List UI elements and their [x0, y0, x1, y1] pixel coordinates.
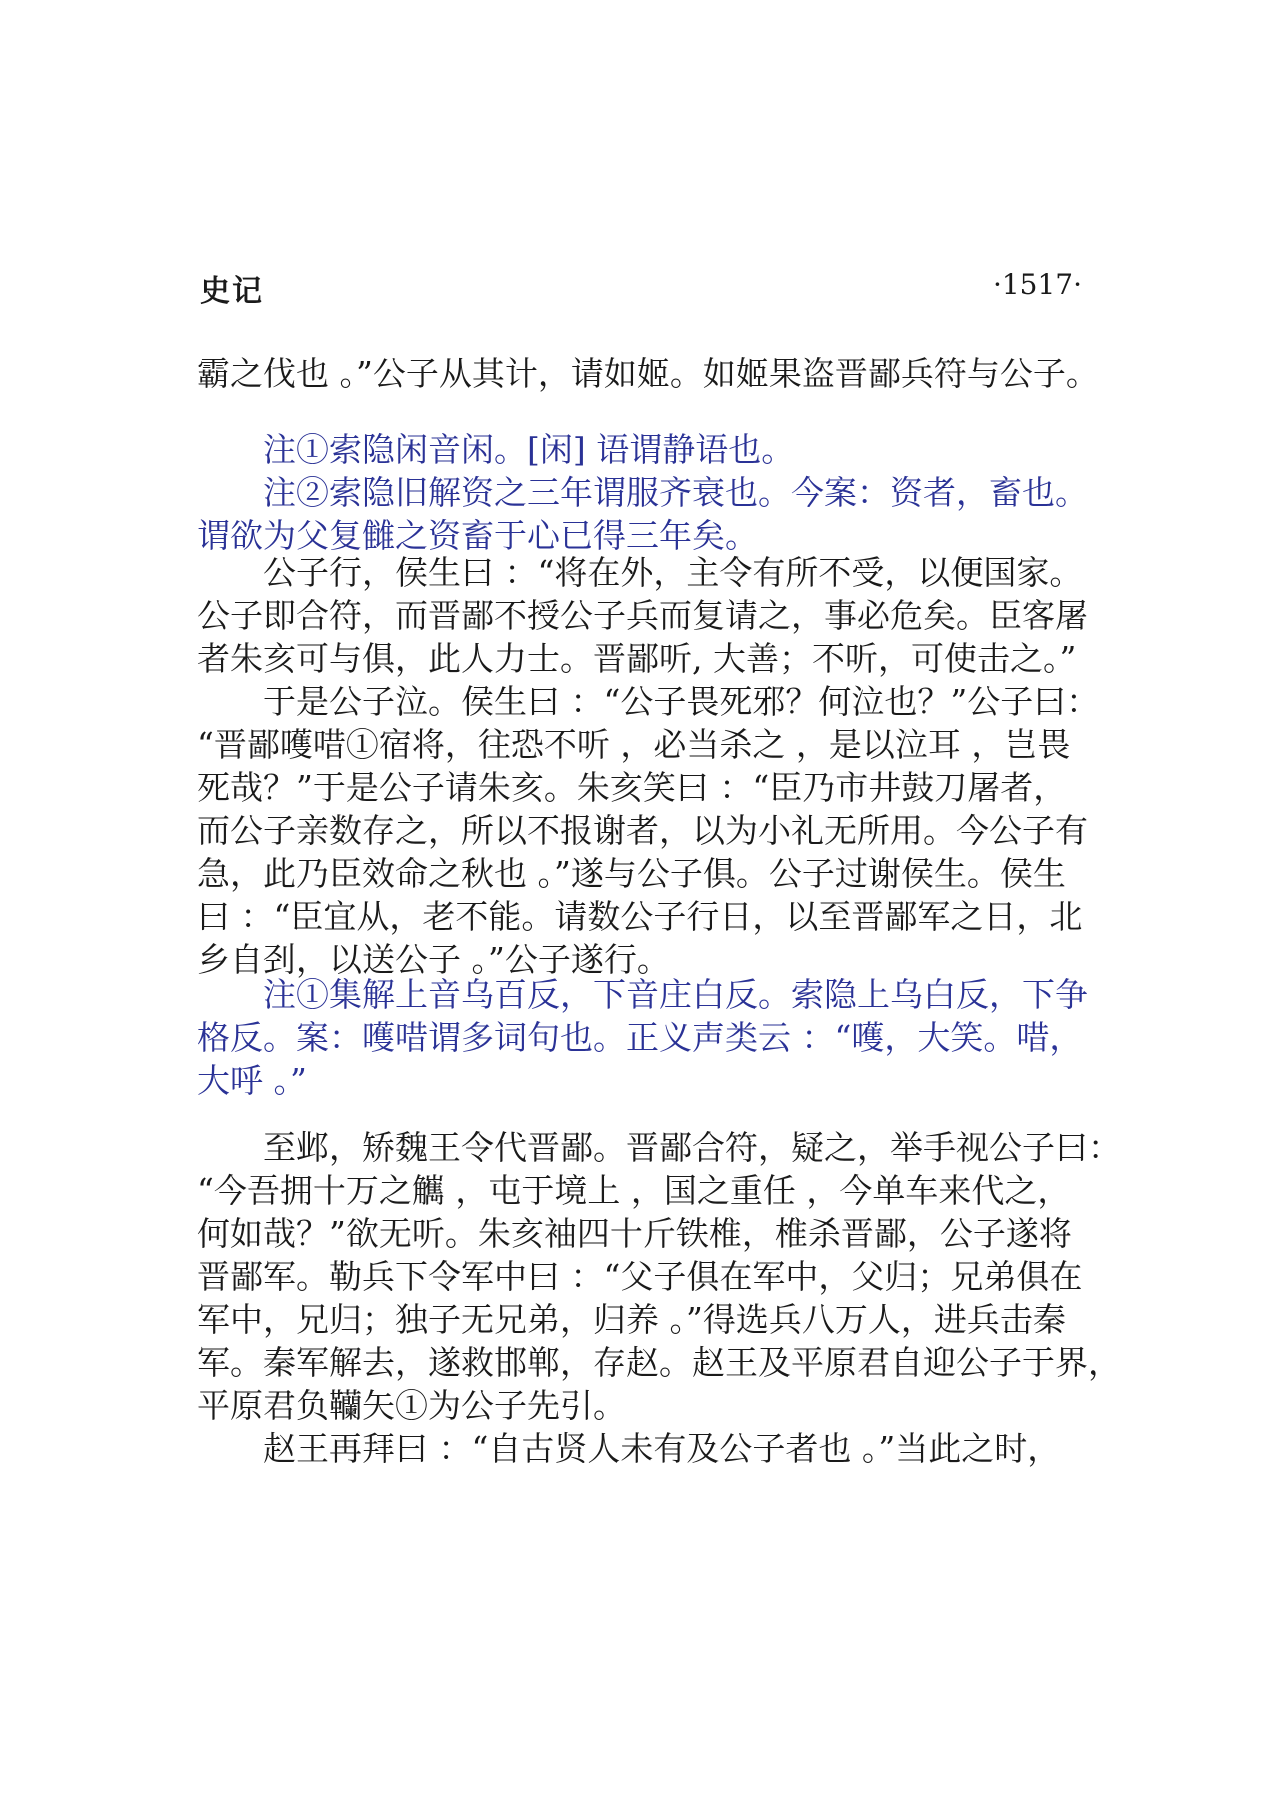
annotation-block [197, 973, 1088, 1102]
text-line: 公子行，侯生曰 ：“将在外，主令有所不受，以便国家。 [263, 553, 1083, 592]
body-paragraph-block [197, 1126, 1121, 1470]
text-line: 公子即合符，而晋鄙不授公子兵而复请之，事必危矣。臣客屠 [197, 596, 1088, 635]
text-line: 于是公子泣。侯生曰 ：“公子畏死邪？何泣也？”公子曰： [263, 682, 1100, 721]
text-line: 晋鄙军。勒兵下令军中曰 ：“父子俱在军中，父归；兄弟俱在 [197, 1257, 1083, 1296]
text-line: 霸之伐也 。”公子从其计，请如姬。如姬果盗晋鄙兵符与公子。 [197, 354, 1099, 393]
text-line: “晋鄙嚄唶①宿将，往恐不听 ，必当杀之 ，是以泣耳 ，岂畏 [197, 725, 1071, 764]
text-line: 军。秦军解去，遂救邯郸，存赵。赵王及平原君自迎公子于界， [197, 1343, 1121, 1382]
text-line: 赵王再拜曰 ：“自古贤人未有及公子者也 。”当此之时， [263, 1429, 1061, 1468]
text-line: 急，此乃臣效命之秋也 。”遂与公子俱。公子过谢侯生。侯生 [197, 854, 1066, 893]
text-line: 曰 ：“臣宜从，老不能。请数公子行日，以至晋鄙军之日，北 [197, 897, 1083, 936]
page-header [200, 266, 1082, 309]
book-title: 史记 [200, 274, 264, 309]
body-paragraph-block [197, 352, 1099, 395]
text-line: 军中，兄归；独子无兄弟，归养 。”得选兵八万人，进兵击秦 [197, 1300, 1066, 1339]
body-paragraph-block [197, 551, 1100, 981]
note-line: 注①索隐闲音闲。[闲] 语谓静语也。 [263, 430, 795, 469]
text-line: 乡自刭，以送公子 。”公子遂行。 [197, 940, 670, 979]
text-line: 死哉？”于是公子请朱亥。朱亥笑曰 ：“臣乃市井鼓刀屠者， [197, 768, 1067, 807]
note-line: 大呼 。” [197, 1061, 307, 1100]
note-line: 注①集解上音乌百反，下音庄白反。索隐上乌白反，下争 [263, 975, 1088, 1014]
text-line: 何如哉？”欲无听。朱亥袖四十斤铁椎，椎杀晋鄙，公子遂将 [197, 1214, 1072, 1253]
text-line: 至邺，矫魏王令代晋鄙。晋鄙合符，疑之，举手视公子曰： [263, 1128, 1121, 1167]
text-line: “今吾拥十万之觽 ，屯于境上 ，国之重任 ，今单车来代之， [197, 1171, 1071, 1210]
note-line: 谓欲为父复雠之资畜于心已得三年矣。 [197, 516, 758, 555]
text-line: 而公子亲数存之，所以不报谢者，以为小礼无所用。今公子有 [197, 811, 1088, 850]
note-line: 注②索隐旧解资之三年谓服齐衰也。今案：资者，畜也。 [263, 473, 1088, 512]
page-number: ·1517· [992, 268, 1082, 301]
note-line: 格反。案：嚄唶谓多词句也。正义声类云 ：“嚄，大笑。唶， [197, 1018, 1083, 1057]
text-line: 平原君负韊矢①为公子先引。 [197, 1386, 626, 1425]
text-line: 者朱亥可与俱，此人力士。晋鄙听, 大善；不听，可使击之。” [197, 639, 1077, 678]
annotation-block [197, 428, 1088, 557]
